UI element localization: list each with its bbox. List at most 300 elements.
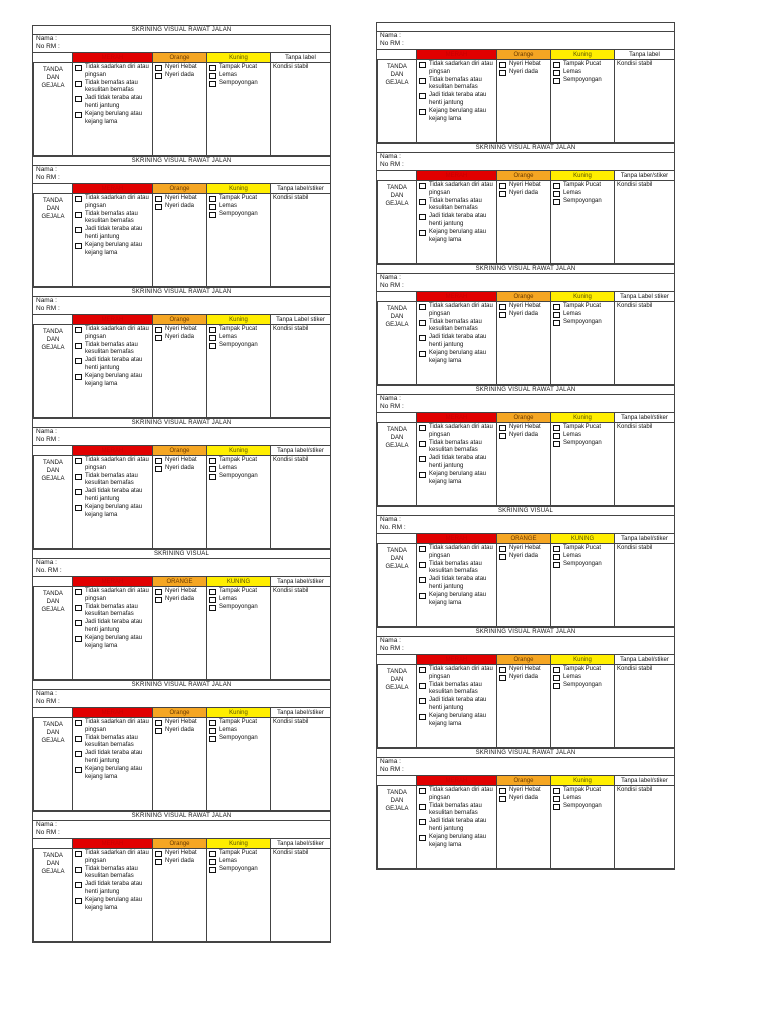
screening-card [376, 627, 675, 748]
checkbox[interactable] [553, 804, 560, 810]
option-merah-1[interactable]: Tidak bernafas atau kesulitan bernafas [419, 803, 494, 819]
checkbox[interactable] [75, 358, 82, 364]
option-merah-3[interactable]: Kejang berulang atau kejang lama [419, 229, 494, 245]
checkbox[interactable] [553, 546, 560, 552]
patient-info [33, 166, 330, 183]
checkbox[interactable] [209, 597, 216, 603]
header-empty [33, 315, 72, 324]
checkbox[interactable] [209, 204, 216, 210]
checkbox[interactable] [499, 675, 506, 681]
checkbox[interactable] [419, 351, 426, 357]
option-orange-1[interactable]: Nyeri dada [155, 858, 204, 866]
option-merah-1[interactable]: Tidak bernafas atau kesulitan bernafas [419, 440, 494, 456]
checkbox[interactable] [499, 788, 506, 794]
option-kuning-1[interactable]: Lemas [553, 674, 612, 682]
option-kuning-1[interactable]: Lemas [553, 69, 612, 77]
option-merah-1[interactable]: Tidak bernafas atau kesulitan bernafas [419, 682, 494, 698]
option-merah-3[interactable]: Kejang berulang atau kejang lama [75, 242, 150, 258]
merah-options [72, 193, 152, 286]
option-merah-2[interactable]: Jadi tidak teraba atau henti jantung [419, 213, 494, 229]
checkbox[interactable] [75, 898, 82, 904]
merah-options [72, 324, 152, 417]
checkbox[interactable] [553, 425, 560, 431]
screening-card [32, 680, 331, 811]
checkbox[interactable] [75, 720, 82, 726]
option-merah-0[interactable]: Tidak sadarkan diri atau pingsan [75, 64, 150, 80]
option-kuning-0[interactable]: Tampak Pucat [209, 719, 268, 727]
screening-table [377, 291, 674, 385]
checkbox[interactable] [155, 73, 162, 79]
option-kuning-1[interactable]: Lemas [553, 553, 612, 561]
checkbox[interactable] [75, 736, 82, 742]
option-merah-2[interactable]: Jadi tidak teraba atau henti jantung [75, 488, 150, 504]
option-kuning-1[interactable]: Lemas [209, 465, 268, 473]
option-orange-0[interactable]: Nyeri Hebat [155, 195, 204, 203]
checkbox[interactable] [209, 73, 216, 79]
option-merah-3[interactable]: Kejang berulang atau kejang lama [75, 635, 150, 651]
option-orange-1[interactable]: Nyeri dada [499, 553, 548, 561]
merah-options [416, 785, 496, 868]
checkbox[interactable] [419, 320, 426, 326]
no-rm-label: No RM : [380, 282, 404, 289]
option-kuning-2[interactable]: Sempoyongan [209, 342, 268, 350]
checkbox[interactable] [553, 304, 560, 310]
checkbox[interactable] [209, 867, 216, 873]
checkbox[interactable] [419, 562, 426, 568]
option-orange-0[interactable]: Nyeri Hebat [155, 719, 204, 727]
checkbox[interactable] [499, 304, 506, 310]
option-merah-2[interactable]: Jadi tidak teraba atau henti jantung [419, 92, 494, 108]
option-kuning-2[interactable]: Sempoyongan [553, 319, 612, 327]
option-merah-2[interactable]: Jadi tidak teraba atau henti jantung [75, 750, 150, 766]
checkbox[interactable] [155, 458, 162, 464]
checkbox[interactable] [419, 546, 426, 552]
option-orange-0[interactable]: Nyeri Hebat [499, 182, 548, 190]
option-merah-3[interactable]: Kejang berulang atau kejang lama [75, 897, 150, 913]
checkbox[interactable] [419, 683, 426, 689]
option-kuning-2[interactable]: Sempoyongan [209, 473, 268, 481]
option-kuning-1[interactable]: Lemas [209, 727, 268, 735]
option-merah-0[interactable]: Tidak sadarkan diri atau pingsan [75, 850, 150, 866]
checkbox[interactable] [419, 835, 426, 841]
checkbox[interactable] [209, 196, 216, 202]
checkbox[interactable] [75, 605, 82, 611]
checkbox[interactable] [419, 698, 426, 704]
option-kuning-2[interactable]: Sempoyongan [553, 440, 612, 448]
checkbox[interactable] [499, 433, 506, 439]
checkbox[interactable] [75, 489, 82, 495]
nama-label: Nama : [36, 297, 57, 304]
checkbox[interactable] [75, 882, 82, 888]
checkbox[interactable] [75, 65, 82, 71]
checkbox[interactable] [553, 78, 560, 84]
header-orange: Orange [152, 315, 206, 324]
option-orange-0[interactable]: Nyeri Hebat [499, 303, 548, 311]
option-merah-1[interactable]: Tidak bernafas atau kesulitan bernafas [75, 80, 150, 96]
screening-table [33, 707, 330, 811]
no-rm-label: No RM : [380, 645, 404, 652]
option-kuning-1[interactable]: Lemas [553, 311, 612, 319]
checkbox[interactable] [75, 767, 82, 773]
header-kuning: Kuning [550, 171, 614, 180]
option-merah-0[interactable]: Tidak sadarkan diri atau pingsan [75, 326, 150, 342]
option-merah-3[interactable]: Kejang berulang atau kejang lama [419, 713, 494, 729]
option-merah-1[interactable]: Tidak bernafas atau kesulitan bernafas [75, 342, 150, 358]
option-merah-1[interactable]: Tidak bernafas atau kesulitan bernafas [75, 604, 150, 620]
option-orange-1[interactable]: Nyeri dada [499, 432, 548, 440]
checkbox[interactable] [75, 867, 82, 873]
checkbox[interactable] [155, 196, 162, 202]
checkbox[interactable] [75, 374, 82, 380]
header-merah: MERAH [416, 655, 496, 664]
option-kuning-0[interactable]: Tampak Pucat [553, 424, 612, 432]
option-merah-2[interactable]: Jadi tidak teraba atau henti jantung [75, 95, 150, 111]
option-merah-0[interactable]: Tidak sadarkan diri atau pingsan [75, 588, 150, 604]
option-kuning-2[interactable]: Sempoyongan [553, 77, 612, 85]
checkbox[interactable] [499, 191, 506, 197]
checkbox[interactable] [209, 851, 216, 857]
checkbox[interactable] [75, 474, 82, 480]
checkbox[interactable] [209, 335, 216, 341]
checkbox[interactable] [499, 70, 506, 76]
option-merah-2[interactable]: Jadi tidak teraba atau henti jantung [75, 881, 150, 897]
option-merah-3[interactable]: Kejang berulang atau kejang lama [419, 471, 494, 487]
checkbox[interactable] [75, 589, 82, 595]
option-kuning-1[interactable]: Lemas [209, 203, 268, 211]
option-merah-0[interactable]: Tidak sadarkan diri atau pingsan [75, 719, 150, 735]
checkbox[interactable] [499, 667, 506, 673]
option-kuning-0[interactable]: Tampak Pucat [209, 588, 268, 596]
checkbox[interactable] [419, 93, 426, 99]
checkbox[interactable] [75, 243, 82, 249]
checkbox[interactable] [419, 335, 426, 341]
checkbox[interactable] [553, 683, 560, 689]
checkbox[interactable] [553, 70, 560, 76]
option-orange-1[interactable]: Nyeri dada [155, 72, 204, 80]
checkbox[interactable] [419, 714, 426, 720]
option-kuning-2[interactable]: Sempoyongan [553, 803, 612, 811]
checkbox[interactable] [419, 183, 426, 189]
checkbox[interactable] [553, 191, 560, 197]
option-kuning-0[interactable]: Tampak Pucat [553, 787, 612, 795]
checkbox[interactable] [553, 796, 560, 802]
option-merah-2[interactable]: Jadi tidak teraba atau henti jantung [419, 334, 494, 350]
checkbox[interactable] [155, 466, 162, 472]
option-kuning-1[interactable]: Lemas [209, 858, 268, 866]
option-merah-0[interactable]: Tidak sadarkan diri atau pingsan [419, 303, 494, 319]
checkbox[interactable] [209, 859, 216, 865]
kuning-options [550, 422, 614, 505]
option-orange-1[interactable]: Nyeri dada [155, 727, 204, 735]
checkbox[interactable] [553, 441, 560, 447]
option-kuning-0[interactable]: Tampak Pucat [209, 64, 268, 72]
option-kuning-1[interactable]: Lemas [553, 432, 612, 440]
option-merah-0[interactable]: Tidak sadarkan diri atau pingsan [419, 545, 494, 561]
option-orange-1[interactable]: Nyeri dada [155, 334, 204, 342]
option-merah-3[interactable]: Kejang berulang atau kejang lama [419, 834, 494, 850]
checkbox[interactable] [75, 327, 82, 333]
header-empty [377, 534, 416, 543]
checkbox[interactable] [155, 597, 162, 603]
nama-label: Nama : [36, 559, 57, 566]
checkbox[interactable] [419, 819, 426, 825]
option-kuning-1[interactable]: Lemas [553, 795, 612, 803]
option-orange-1[interactable]: Nyeri dada [155, 203, 204, 211]
option-merah-0[interactable]: Tidak sadarkan diri atau pingsan [419, 787, 494, 803]
option-orange-1[interactable]: Nyeri dada [499, 190, 548, 198]
checkbox[interactable] [209, 720, 216, 726]
checkbox[interactable] [209, 589, 216, 595]
checkbox[interactable] [419, 472, 426, 478]
option-kuning-2[interactable]: Sempoyongan [209, 604, 268, 612]
checkbox[interactable] [209, 343, 216, 349]
plain-text: Kondisi stabil [270, 586, 330, 679]
option-kuning-1[interactable]: Lemas [209, 596, 268, 604]
option-merah-0[interactable]: Tidak sadarkan diri atau pingsan [75, 457, 150, 473]
option-orange-1[interactable]: Nyeri dada [155, 465, 204, 473]
option-merah-1[interactable]: Tidak bernafas atau kesulitan bernafas [419, 198, 494, 214]
option-merah-1[interactable]: Tidak bernafas atau kesulitan bernafas [75, 211, 150, 227]
kuning-options [550, 301, 614, 384]
option-merah-0[interactable]: Tidak sadarkan diri atau pingsan [419, 182, 494, 198]
header-kuning: Kuning [550, 50, 614, 59]
row-label: TANDA DAN GEJALA [377, 664, 416, 747]
checkbox[interactable] [209, 81, 216, 87]
patient-info [33, 297, 330, 314]
header-orange: Orange [496, 655, 550, 664]
row-label: TANDA DAN GEJALA [33, 455, 72, 548]
option-merah-3[interactable]: Kejang berulang atau kejang lama [419, 350, 494, 366]
checkbox[interactable] [553, 320, 560, 326]
checkbox[interactable] [155, 720, 162, 726]
checkbox[interactable] [75, 96, 82, 102]
checkbox[interactable] [75, 751, 82, 757]
option-merah-3[interactable]: Kejang berulang atau kejang lama [75, 504, 150, 520]
left-column [32, 25, 331, 943]
checkbox[interactable] [155, 728, 162, 734]
header-tanpa-label: Tanpa label [270, 53, 330, 62]
no-rm-label: No RM : [36, 43, 60, 50]
option-merah-1[interactable]: Tidak bernafas atau kesulitan bernafas [419, 319, 494, 335]
option-kuning-0[interactable]: Tampak Pucat [209, 195, 268, 203]
checkbox[interactable] [209, 736, 216, 742]
checkbox[interactable] [209, 605, 216, 611]
checkbox[interactable] [419, 230, 426, 236]
checkbox[interactable] [419, 425, 426, 431]
checkbox[interactable] [553, 433, 560, 439]
checkbox[interactable] [419, 804, 426, 810]
header-kuning: Kuning [206, 53, 270, 62]
option-merah-0[interactable]: Tidak sadarkan diri atau pingsan [419, 61, 494, 77]
checkbox[interactable] [75, 212, 82, 218]
option-kuning-1[interactable]: Lemas [209, 334, 268, 342]
checkbox[interactable] [75, 458, 82, 464]
option-kuning-0[interactable]: Tampak Pucat [553, 61, 612, 69]
checkbox[interactable] [499, 62, 506, 68]
option-kuning-2[interactable]: Sempoyongan [553, 682, 612, 690]
checkbox[interactable] [75, 227, 82, 233]
option-orange-0[interactable]: Nyeri Hebat [499, 61, 548, 69]
option-merah-1[interactable]: Tidak bernafas atau kesulitan bernafas [75, 473, 150, 489]
option-merah-0[interactable]: Tidak sadarkan diri atau pingsan [419, 666, 494, 682]
checkbox[interactable] [499, 796, 506, 802]
checkbox[interactable] [553, 554, 560, 560]
option-kuning-2[interactable]: Sempoyongan [209, 80, 268, 88]
option-merah-1[interactable]: Tidak bernafas atau kesulitan bernafas [75, 866, 150, 882]
checkbox[interactable] [155, 335, 162, 341]
checkbox[interactable] [155, 204, 162, 210]
header-tanpa-label: Tanpa label/stiker [270, 839, 330, 848]
checkbox[interactable] [419, 214, 426, 220]
option-orange-0[interactable]: Nyeri Hebat [499, 545, 548, 553]
kuning-options [550, 543, 614, 626]
checkbox[interactable] [419, 788, 426, 794]
checkbox[interactable] [155, 327, 162, 333]
checkbox[interactable] [419, 441, 426, 447]
checkbox[interactable] [553, 183, 560, 189]
checkbox[interactable] [499, 546, 506, 552]
option-orange-0[interactable]: Nyeri Hebat [499, 787, 548, 795]
checkbox[interactable] [75, 505, 82, 511]
checkbox[interactable] [553, 562, 560, 568]
checkbox[interactable] [553, 667, 560, 673]
checkbox[interactable] [419, 577, 426, 583]
option-kuning-0[interactable]: Tampak Pucat [553, 182, 612, 190]
nama-label: Nama : [36, 35, 57, 42]
checkbox[interactable] [209, 212, 216, 218]
checkbox[interactable] [553, 62, 560, 68]
checkbox[interactable] [419, 199, 426, 205]
option-merah-2[interactable]: Jadi tidak teraba atau henti jantung [419, 818, 494, 834]
checkbox[interactable] [155, 859, 162, 865]
checkbox[interactable] [209, 65, 216, 71]
nama-label: Nama : [380, 153, 401, 160]
option-orange-1[interactable]: Nyeri dada [499, 311, 548, 319]
option-kuning-0[interactable]: Tampak Pucat [553, 545, 612, 553]
checkbox[interactable] [419, 78, 426, 84]
checkbox[interactable] [75, 343, 82, 349]
checkbox[interactable] [553, 675, 560, 681]
merah-options [72, 586, 152, 679]
checkbox[interactable] [499, 554, 506, 560]
checkbox[interactable] [419, 304, 426, 310]
checkbox[interactable] [553, 312, 560, 318]
row-label: TANDA DAN GEJALA [33, 62, 72, 155]
option-kuning-0[interactable]: Tampak Pucat [553, 303, 612, 311]
option-orange-0[interactable]: Nyeri Hebat [499, 666, 548, 674]
option-orange-1[interactable]: Nyeri dada [155, 596, 204, 604]
checkbox[interactable] [419, 593, 426, 599]
screening-card [376, 264, 675, 385]
screening-card [376, 22, 675, 143]
checkbox[interactable] [209, 474, 216, 480]
option-kuning-1[interactable]: Lemas [553, 190, 612, 198]
option-kuning-2[interactable]: Sempoyongan [209, 866, 268, 874]
checkbox[interactable] [75, 851, 82, 857]
header-merah: MERAH [72, 577, 152, 586]
checkbox[interactable] [209, 728, 216, 734]
checkbox[interactable] [209, 458, 216, 464]
merah-options [72, 848, 152, 941]
checkbox[interactable] [553, 199, 560, 205]
checkbox[interactable] [499, 312, 506, 318]
checkbox[interactable] [499, 425, 506, 431]
option-merah-3[interactable]: Kejang berulang atau kejang lama [75, 111, 150, 127]
checkbox[interactable] [209, 327, 216, 333]
merah-options [72, 717, 152, 810]
option-kuning-0[interactable]: Tampak Pucat [209, 850, 268, 858]
checkbox[interactable] [209, 466, 216, 472]
option-merah-1[interactable]: Tidak bernafas atau kesulitan bernafas [419, 77, 494, 93]
option-kuning-2[interactable]: Sempoyongan [553, 561, 612, 569]
patient-info [33, 821, 330, 838]
option-merah-2[interactable]: Jadi tidak teraba atau henti jantung [419, 697, 494, 713]
option-merah-2[interactable]: Jadi tidak teraba atau henti jantung [75, 357, 150, 373]
option-orange-0[interactable]: Nyeri Hebat [155, 850, 204, 858]
checkbox[interactable] [419, 456, 426, 462]
checkbox[interactable] [75, 196, 82, 202]
screening-table [33, 183, 330, 287]
checkbox[interactable] [75, 620, 82, 626]
option-orange-0[interactable]: Nyeri Hebat [155, 64, 204, 72]
option-merah-1[interactable]: Tidak bernafas atau kesulitan bernafas [75, 735, 150, 751]
option-merah-3[interactable]: Kejang berulang atau kejang lama [419, 108, 494, 124]
option-kuning-0[interactable]: Tampak Pucat [553, 666, 612, 674]
option-merah-2[interactable]: Jadi tidak teraba atau henti jantung [419, 455, 494, 471]
option-kuning-1[interactable]: Lemas [209, 72, 268, 80]
option-merah-0[interactable]: Tidak sadarkan diri atau pingsan [419, 424, 494, 440]
option-orange-0[interactable]: Nyeri Hebat [499, 424, 548, 432]
option-kuning-0[interactable]: Tampak Pucat [209, 457, 268, 465]
checkbox[interactable] [499, 183, 506, 189]
option-merah-2[interactable]: Jadi tidak teraba atau henti jantung [75, 226, 150, 242]
card-title: SKRINING VISUAL RAWAT JALAN [377, 144, 674, 153]
option-orange-0[interactable]: Nyeri Hebat [155, 457, 204, 465]
option-merah-2[interactable]: Jadi tidak teraba atau henti jantung [75, 619, 150, 635]
card-title: SKRINING VISUAL RAWAT JALAN [33, 681, 330, 690]
patient-info [377, 516, 674, 533]
checkbox[interactable] [419, 109, 426, 115]
kuning-options [550, 664, 614, 747]
checkbox[interactable] [553, 788, 560, 794]
checkbox[interactable] [75, 636, 82, 642]
checkbox[interactable] [419, 62, 426, 68]
option-orange-0[interactable]: Nyeri Hebat [155, 588, 204, 596]
option-kuning-2[interactable]: Sempoyongan [209, 211, 268, 219]
option-orange-1[interactable]: Nyeri dada [499, 69, 548, 77]
checkbox[interactable] [155, 589, 162, 595]
option-merah-0[interactable]: Tidak sadarkan diri atau pingsan [75, 195, 150, 211]
option-orange-1[interactable]: Nyeri dada [499, 674, 548, 682]
checkbox[interactable] [419, 667, 426, 673]
checkbox[interactable] [75, 112, 82, 118]
option-merah-3[interactable]: Kejang berulang atau kejang lama [75, 373, 150, 389]
option-kuning-2[interactable]: Sempoyongan [553, 198, 612, 206]
checkbox[interactable] [75, 81, 82, 87]
checkbox[interactable] [155, 65, 162, 71]
option-merah-1[interactable]: Tidak bernafas atau kesulitan bernafas [419, 561, 494, 577]
option-kuning-0[interactable]: Tampak Pucat [209, 326, 268, 334]
option-merah-2[interactable]: Jadi tidak teraba atau henti jantung [419, 576, 494, 592]
checkbox[interactable] [155, 851, 162, 857]
option-kuning-2[interactable]: Sempoyongan [209, 735, 268, 743]
option-orange-0[interactable]: Nyeri Hebat [155, 326, 204, 334]
option-merah-3[interactable]: Kejang berulang atau kejang lama [75, 766, 150, 782]
header-empty [33, 839, 72, 848]
option-merah-3[interactable]: Kejang berulang atau kejang lama [419, 592, 494, 608]
patient-info [377, 637, 674, 654]
option-orange-1[interactable]: Nyeri dada [499, 795, 548, 803]
